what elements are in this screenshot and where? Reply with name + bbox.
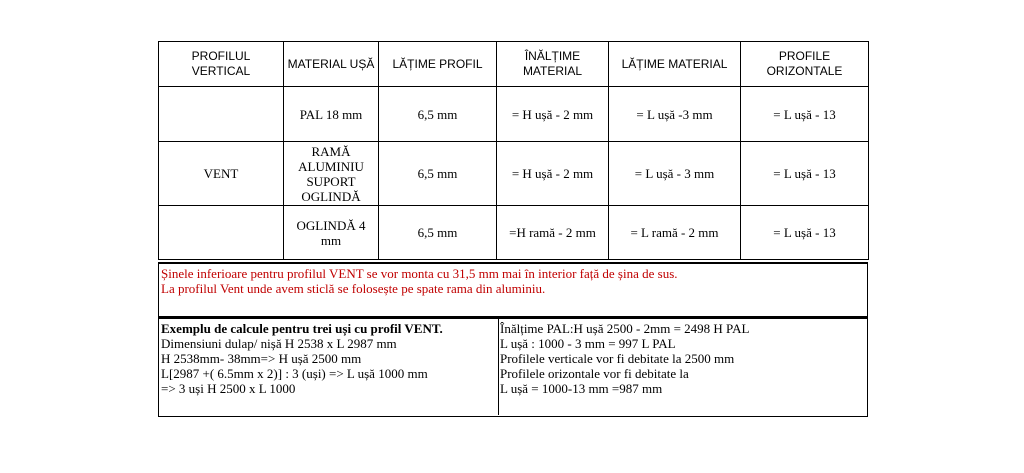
example-line: L[2987 +( 6.5mm x 2)] : 3 (uși) => L ușă 1000 mm [161, 366, 428, 381]
inaltime-material-cell: = H ușă - 2 mm [497, 142, 609, 206]
profile-spec-table [158, 41, 869, 260]
profile-cell-top [159, 87, 284, 142]
header-inaltime-material: ÎNĂLȚIME MATERIAL [497, 42, 609, 87]
header-material-usa: MATERIAL UȘĂ [284, 42, 379, 87]
example-left-column [161, 321, 495, 396]
table-row [159, 142, 869, 206]
inaltime-material-cell: =H ramă - 2 mm [497, 206, 609, 260]
example-line: Profilele verticale vor fi debitate la 2500 mm [500, 351, 735, 366]
latime-profil-cell: 6,5 mm [379, 87, 497, 142]
profile-name-cell: VENT [159, 142, 284, 206]
header-profilul-vertical: PROFILUL VERTICAL [159, 42, 284, 87]
calculation-example [158, 317, 868, 417]
table-row [159, 87, 869, 142]
example-line: L ușă : 1000 - 3 mm = 997 L PAL [500, 336, 676, 351]
calculation-sheet [158, 41, 868, 417]
latime-material-cell: = L ramă - 2 mm [609, 206, 741, 260]
profile-orizontale-cell: = L ușă - 13 [741, 87, 869, 142]
installation-notes [158, 262, 868, 317]
table-row [159, 206, 869, 260]
profile-orizontale-cell: = L ușă - 13 [741, 142, 869, 206]
material-cell: RAMĂ ALUMINIU SUPORT OGLINDĂ [284, 142, 379, 206]
example-line: Profilele orizontale vor fi debitate la [500, 366, 689, 381]
example-line: Înălțime PAL:H ușă 2500 - 2mm = 2498 H PAL [500, 321, 750, 336]
latime-material-cell: = L ușă -3 mm [609, 87, 741, 142]
example-line: H 2538mm- 38mm=> H ușă 2500 mm [161, 351, 362, 366]
header-latime-material: LĂȚIME MATERIAL [609, 42, 741, 87]
example-line: L ușă = 1000-13 mm =987 mm [500, 381, 663, 396]
header-latime-profil: LĂȚIME PROFIL [379, 42, 497, 87]
latime-material-cell: = L ușă - 3 mm [609, 142, 741, 206]
note-line: La profilul Vent unde avem sticlă se folosește pe spate rama din aluminiu. [161, 281, 546, 296]
latime-profil-cell: 6,5 mm [379, 142, 497, 206]
example-line: Dimensiuni dulap/ nișă H 2538 x L 2987 mm [161, 336, 397, 351]
note-line: Șinele inferioare pentru profilul VENT se vor monta cu 31,5 mm mai în interior față de șina de sus. [161, 266, 678, 281]
table-header-row [159, 42, 869, 87]
example-title: Exemplu de calcule pentru trei uși cu profil VENT. [161, 321, 443, 336]
inaltime-material-cell: = H ușă - 2 mm [497, 87, 609, 142]
example-right-column [498, 319, 868, 415]
material-cell: OGLINDĂ 4 mm [284, 206, 379, 260]
profile-orizontale-cell: = L ușă - 13 [741, 206, 869, 260]
example-line: => 3 uși H 2500 x L 1000 [161, 381, 296, 396]
material-cell: PAL 18 mm [284, 87, 379, 142]
header-profile-orizontale: PROFILE ORIZONTALE [741, 42, 869, 87]
latime-profil-cell: 6,5 mm [379, 206, 497, 260]
profile-cell-bottom [159, 206, 284, 260]
